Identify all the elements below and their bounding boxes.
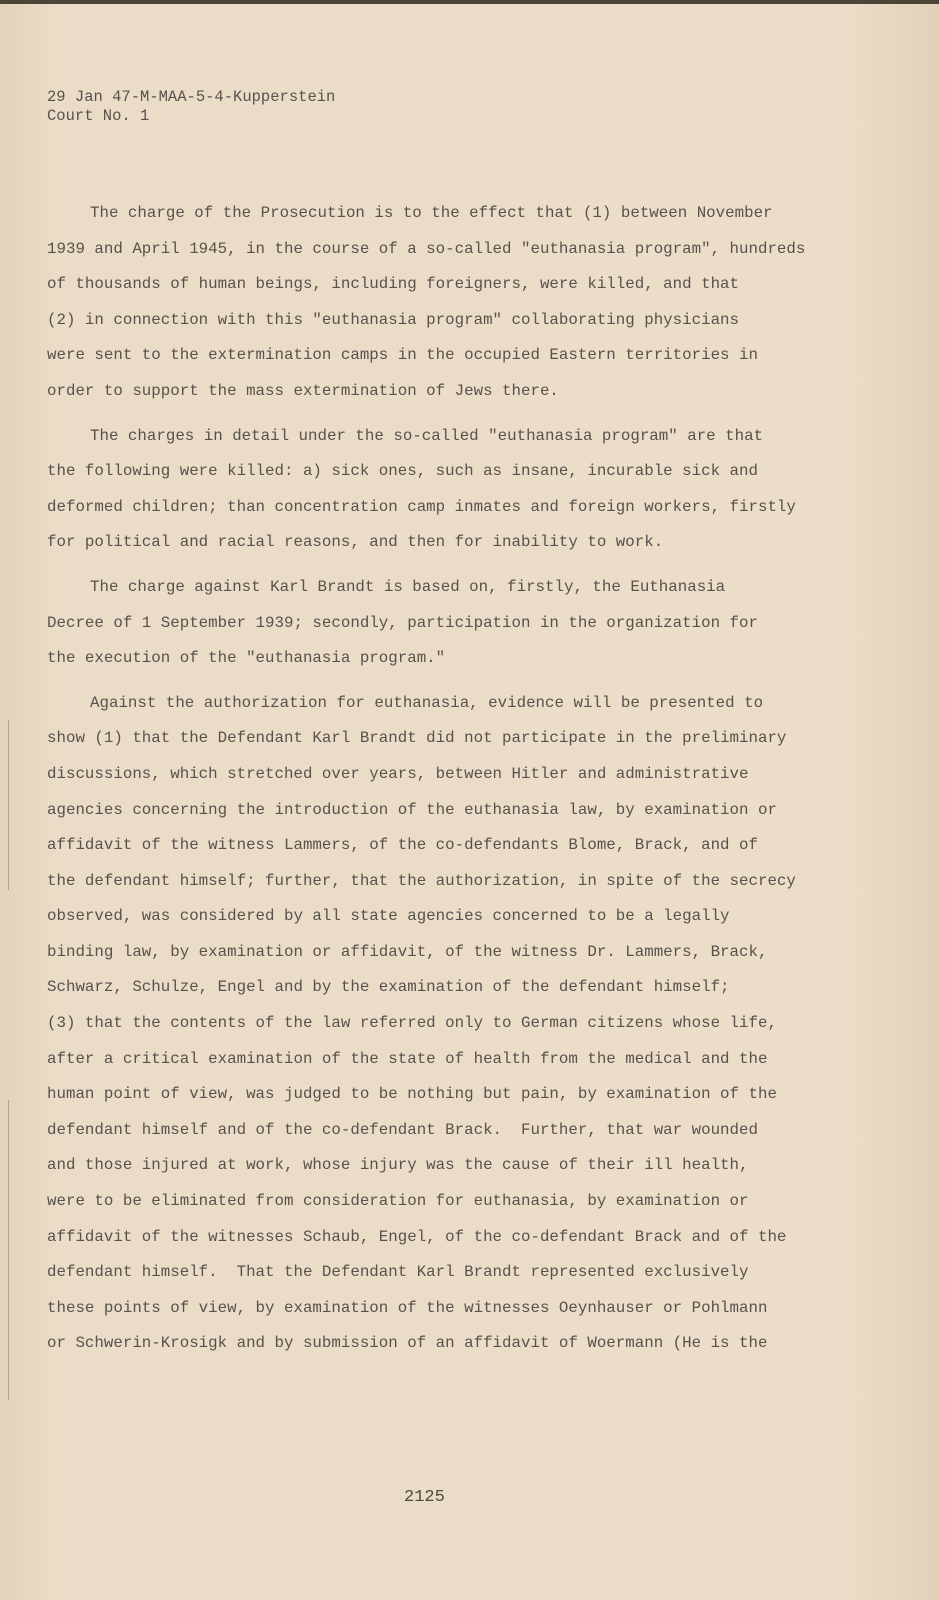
header-reference: 29 Jan 47-M-MAA-5-4-Kupperstein (47, 88, 336, 106)
header-court: Court No. 1 (47, 107, 150, 125)
text-line: the following were killed: a) sick ones, such as insane, incurable sick and (47, 462, 758, 481)
text-line: The charge of the Prosecution is to the effect that (1) between November (90, 204, 773, 222)
text-line: order to support the mass extermination of Jews there. (47, 381, 559, 400)
text-line: defendant himself and of the co-defendant Brack. Further, that war wounded (47, 1120, 758, 1139)
paragraph (47, 690, 805, 1366)
scan-edge (0, 0, 939, 4)
paragraph (47, 200, 805, 414)
document-header (47, 88, 335, 126)
text-line: Schwarz, Schulze, Engel and by the examination of the defendant himself; (47, 978, 730, 997)
text-line: show (1) that the Defendant Karl Brandt did not participate in the preliminary (47, 729, 787, 748)
margin-mark (8, 720, 9, 890)
text-line: (3) that the contents of the law referred only to German citizens whose life, (47, 1014, 777, 1033)
paragraph (47, 423, 805, 565)
text-line: Decree of 1 September 1939; secondly, participation in the organization for (47, 613, 758, 632)
text-line: The charge against Karl Brandt is based on, firstly, the Euthanasia (90, 577, 726, 596)
text-line: binding law, by examination or affidavit, of the witness Dr. Lammers, Brack, (47, 942, 768, 961)
text-line: Against the authorization for euthanasia, evidence will be presented to (90, 693, 764, 712)
text-line: The charges in detail under the so-called "euthanasia program" are that (90, 426, 764, 445)
text-line: discussions, which stretched over years, between Hitler and administrative (47, 764, 749, 783)
text-line: the defendant himself; further, that the authorization, in spite of the secrecy (47, 871, 796, 890)
text-line: human point of view, was judged to be nothing but pain, by examination of the (47, 1085, 777, 1104)
text-line: observed, was considered by all state agencies concerned to be a legally (47, 907, 730, 926)
text-line: affidavit of the witness Lammers, of the co-defendants Blome, Brack, and of (47, 836, 758, 855)
text-line: 1939 and April 1945, in the course of a so-called "euthanasia program", hundreds (47, 239, 806, 258)
text-line: affidavit of the witnesses Schaub, Engel, of the co-defendant Brack and of the (47, 1227, 787, 1246)
text-line: were sent to the extermination camps in the occupied Eastern territories in (47, 346, 758, 365)
text-line: agencies concerning the introduction of the euthanasia law, by examination or (47, 800, 777, 819)
text-line: were to be eliminated from consideration for euthanasia, by examination or (47, 1192, 749, 1211)
text-line: after a critical examination of the state of health from the medical and the (47, 1049, 768, 1068)
document-body (47, 200, 805, 1375)
text-line: the execution of the "euthanasia program." (47, 649, 446, 668)
page-number: 2125 (404, 1488, 445, 1507)
text-line: of thousands of human beings, including foreigners, were killed, and that (47, 275, 740, 294)
text-line: these points of view, by examination of the witnesses Oeynhauser or Pohlmann (47, 1298, 768, 1317)
margin-mark (8, 1100, 9, 1400)
text-line: and those injured at work, whose injury was the cause of their ill health, (47, 1156, 749, 1175)
text-line: defendant himself. That the Defendant Karl Brandt represented exclusively (47, 1263, 749, 1282)
paragraph (47, 574, 805, 681)
text-line: or Schwerin-Krosigk and by submission of an affidavit of Woermann (He is the (47, 1334, 768, 1353)
text-line: (2) in connection with this "euthanasia program" collaborating physicians (47, 310, 740, 329)
text-line: for political and racial reasons, and then for inability to work. (47, 533, 664, 552)
text-line: deformed children; than concentration camp inmates and foreign workers, firstly (47, 497, 796, 516)
